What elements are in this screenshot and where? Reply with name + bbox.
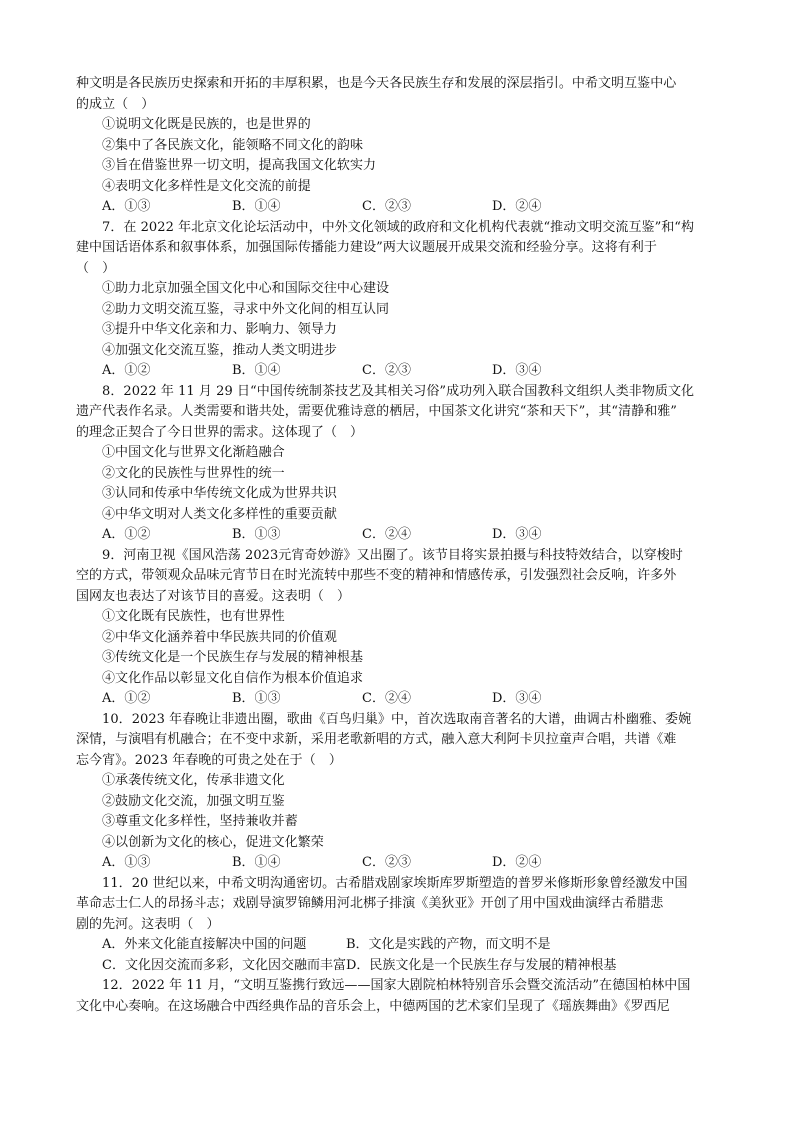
choice-a[interactable]: A．①③ bbox=[102, 855, 151, 870]
question-6 bbox=[76, 74, 726, 218]
answer-choices bbox=[76, 525, 726, 546]
choice-b[interactable]: B．①③ bbox=[232, 691, 281, 706]
choice-c[interactable]: C．文化因交流而多彩，文化因交融而丰富 bbox=[102, 957, 346, 973]
option-statement: ④表明文化多样性是文化交流的前提 bbox=[102, 178, 311, 194]
choice-d[interactable]: D．③④ bbox=[492, 691, 542, 706]
question-text: 遗产代表作名录。人类需要和谐共处，需要优雅诗意的栖居，中国茶文化讲究“茶和天下”，其“清静和雅” bbox=[76, 404, 677, 419]
question-text: （ ） bbox=[76, 260, 116, 276]
choice-d[interactable]: D．③④ bbox=[492, 363, 542, 378]
choice-b[interactable]: B．文化是实践的产物，而文明不是 bbox=[346, 937, 551, 952]
option-statement: ③传统文化是一个民族生存与发展的精神根基 bbox=[102, 650, 364, 665]
choice-b[interactable]: B．①④ bbox=[232, 363, 281, 378]
question-text: 革命志士仁人的昂扬斗志；戏剧导演罗锦鳞用河北梆子排演《美狄亚》开创了用中国戏曲演绎古希腊悲 bbox=[76, 896, 664, 911]
question-text: 10．2023 年春晚让非遗出圈，歌曲《百鸟归巢》中，首次选取南音著名的大谱，曲调古朴幽雅、委婉 bbox=[102, 711, 692, 727]
choice-d[interactable]: D．②④ bbox=[492, 199, 542, 214]
exam-page bbox=[76, 74, 726, 1017]
option-statement: ③旨在借鉴世界一切文明，提高我国文化软实力 bbox=[102, 158, 377, 173]
question-text: 的成立（ ） bbox=[76, 96, 155, 112]
question-10 bbox=[76, 710, 726, 874]
option-statement: ③认同和传承中华传统文化成为世界共识 bbox=[102, 486, 337, 501]
choice-c[interactable]: C．②③ bbox=[362, 363, 411, 378]
question-text: 国网友也表达了对该节目的喜爱。这表明（ ） bbox=[76, 588, 351, 604]
answer-choices bbox=[76, 197, 726, 218]
option-statement: ②集中了各民族文化，能领略不同文化的韵味 bbox=[102, 137, 364, 153]
option-statement: ④文化作品以彰显文化自信作为根本价值追求 bbox=[102, 670, 364, 686]
question-text: 忘今宵》。2023 年春晚的可贵之处在于（ ） bbox=[76, 752, 342, 768]
question-text: 深情，与演唱有机融合；在不变中求新，采用老歌新唱的方式，融入意大利阿卡贝拉童声合唱，共谱《难 bbox=[76, 732, 677, 747]
option-statement: ④中华文明对人类文化多样性的重要贡献 bbox=[102, 506, 337, 522]
question-text: 文化中心奏响。在这场融合中西经典作品的音乐会上，中德两国的艺术家们呈现了《瑶族舞曲》《罗西尼 bbox=[76, 998, 670, 1014]
answer-choices bbox=[76, 689, 726, 710]
option-statement: ③尊重文化多样性，坚持兼收并蓄 bbox=[102, 814, 298, 829]
option-statement: ①中国文化与世界文化渐趋融合 bbox=[102, 445, 285, 460]
question-text: 建中国话语体系和叙事体系，加强国际传播能力建设”两大议题展开成果交流和经验分享。这将有利于 bbox=[76, 240, 657, 255]
question-text: 种文明是各民族历史探索和开拓的丰厚积累，也是今天各民族生存和发展的深层指引。中希文明互鉴中心 bbox=[76, 76, 677, 91]
option-statement: ④加强文化交流互鉴，推动人类文明进步 bbox=[102, 342, 337, 358]
choice-d[interactable]: D．民族文化是一个民族生存与发展的精神根基 bbox=[346, 957, 617, 973]
choice-a[interactable]: A．①② bbox=[102, 363, 151, 378]
option-statement: ①助力北京加强全国文化中心和国际交往中心建设 bbox=[102, 281, 390, 296]
question-12 bbox=[76, 976, 726, 1017]
option-statement: ①文化既有民族性，也有世界性 bbox=[102, 609, 285, 624]
question-7 bbox=[76, 218, 726, 382]
question-text: 空的方式，带领观众品味元宵节日在时光流转中那些不变的精神和情感传承，引发强烈社会反响，许多外 bbox=[76, 568, 677, 583]
choice-c[interactable]: C．②③ bbox=[362, 199, 411, 214]
question-text: 7．在 2022 年北京文化论坛活动中，中外文化领域的政府和文化机构代表就“推动文明交流互鉴”和“构 bbox=[102, 219, 695, 235]
question-text: 11．20 世纪以来，中希文明沟通密切。古希腊戏剧家埃斯库罗斯塑造的普罗米修斯形象曾经激发中国 bbox=[102, 875, 688, 891]
question-text: 的理念正契合了今日世界的需求。这体现了（ ） bbox=[76, 424, 364, 440]
choice-a[interactable]: A．①② bbox=[102, 527, 151, 542]
choice-c[interactable]: C．②④ bbox=[362, 691, 411, 706]
question-text: 剧的先河。这表明（ ） bbox=[76, 916, 220, 932]
choice-a[interactable]: A．外来文化能直接解决中国的问题 bbox=[102, 937, 307, 952]
question-text: 9．河南卫视《国风浩荡 2023元宵奇妙游》又出圈了。该节目将实景拍摄与科技特效结合，以穿梭时 bbox=[102, 547, 683, 563]
option-statement: ②中华文化涵养着中华民族共同的价值观 bbox=[102, 629, 337, 645]
answer-choices bbox=[76, 853, 726, 874]
choice-c[interactable]: C．②③ bbox=[362, 855, 411, 870]
question-text: 12．2022 年 11 月，“文明互鉴携行致远——国家大剧院柏林特别音乐会暨交流活动”在德国柏林中国 bbox=[102, 978, 691, 993]
choice-d[interactable]: D．②④ bbox=[492, 855, 542, 870]
choice-d[interactable]: D．③④ bbox=[492, 527, 542, 542]
option-statement: ②文化的民族性与世界性的统一 bbox=[102, 465, 285, 481]
choice-a[interactable]: A．①② bbox=[102, 691, 151, 706]
answer-choices-row-2 bbox=[76, 956, 726, 977]
choice-a[interactable]: A．①③ bbox=[102, 199, 151, 214]
choice-b[interactable]: B．①③ bbox=[232, 527, 281, 542]
option-statement: ①承袭传统文化，传承非遗文化 bbox=[102, 773, 285, 788]
question-text: 8．2022 年 11 月 29 日“中国传统制茶技艺及其相关习俗”成功列入联合国教科文组织人类非物质文化 bbox=[102, 383, 695, 399]
option-statement: ④以创新为文化的核心，促进文化繁荣 bbox=[102, 834, 324, 850]
option-statement: ①说明文化既是民族的，也是世界的 bbox=[102, 117, 311, 132]
question-9 bbox=[76, 546, 726, 710]
choice-b[interactable]: B．①④ bbox=[232, 199, 281, 214]
choice-c[interactable]: C．②④ bbox=[362, 527, 411, 542]
option-statement: ③提升中华文化亲和力、影响力、领导力 bbox=[102, 322, 337, 337]
option-statement: ②鼓励文化交流，加强文明互鉴 bbox=[102, 793, 285, 809]
question-11 bbox=[76, 874, 726, 977]
option-statement: ②助力文明交流互鉴，寻求中外文化间的相互认同 bbox=[102, 301, 390, 317]
question-8 bbox=[76, 382, 726, 546]
answer-choices-row-1 bbox=[76, 935, 726, 956]
choice-b[interactable]: B．①④ bbox=[232, 855, 281, 870]
answer-choices bbox=[76, 361, 726, 382]
